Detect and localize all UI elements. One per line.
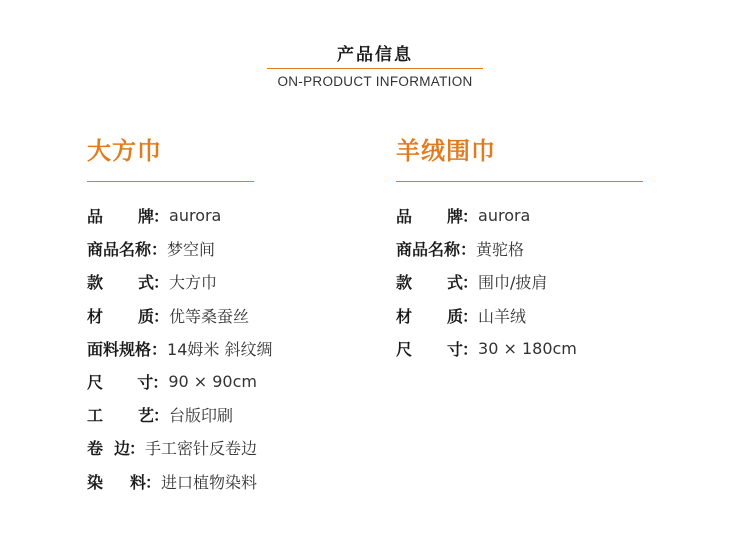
spec-colon: ： [462, 273, 479, 293]
spec-row [396, 299, 646, 332]
spec-label-char: 尺 [396, 339, 413, 359]
spec-colon: ： [460, 240, 477, 260]
spec-label-char: 边 [113, 439, 130, 459]
spec-value: 手工密针反卷边 [144, 439, 257, 459]
spec-value: 梦空间 [167, 240, 216, 260]
spec-value: 90 × 90cm [168, 372, 257, 392]
spec-row [87, 265, 257, 298]
spec-row [396, 265, 646, 298]
spec-label-char: 寸 [446, 339, 463, 359]
spec-colon: ： [462, 306, 479, 326]
spec-label [87, 270, 154, 293]
section-subtitle: ON-PRODUCT INFORMATION [277, 74, 473, 89]
product-info-left [87, 134, 273, 498]
spec-label: 商品名称 [396, 240, 461, 260]
section-title: 产品信息 [337, 45, 413, 65]
spec-colon: ： [462, 207, 479, 227]
spec-value: 黄驼格 [476, 240, 525, 260]
spec-label [87, 470, 146, 493]
product-title-divider [396, 181, 643, 182]
spec-colon: ： [151, 339, 168, 359]
spec-label-char: 尺 [87, 373, 104, 393]
spec-colon: ： [153, 306, 170, 326]
spec-label [87, 370, 153, 393]
spec-row [396, 199, 646, 232]
product-title-divider [87, 181, 254, 182]
spec-row [87, 199, 257, 232]
spec-colon: ： [153, 207, 170, 227]
spec-row [87, 299, 257, 332]
spec-row [87, 365, 257, 398]
spec-row [396, 232, 646, 265]
spec-label-char: 材 [396, 306, 413, 326]
spec-label-char: 质 [446, 306, 463, 326]
product-title: 羊绒围巾 [396, 137, 496, 165]
spec-label-char: 材 [87, 306, 104, 326]
spec-value: 大方巾 [169, 273, 218, 293]
spec-label-char: 式 [446, 273, 463, 293]
spec-label [396, 304, 463, 327]
product-title: 大方巾 [87, 137, 162, 165]
spec-label-char: 寸 [137, 373, 154, 393]
spec-label-char: 品 [396, 207, 413, 227]
section-header [0, 40, 750, 89]
spec-colon: ： [462, 339, 479, 359]
spec-label-char: 品 [87, 207, 104, 227]
spec-colon: ： [144, 472, 161, 492]
spec-row [87, 332, 273, 365]
spec-label [396, 270, 463, 293]
title-divider [267, 68, 483, 69]
spec-row [87, 431, 257, 464]
spec-value: 山羊绒 [478, 306, 527, 326]
spec-value: aurora [478, 206, 531, 226]
spec-label-char: 工 [87, 406, 104, 426]
spec-row [87, 465, 257, 498]
spec-value: 台版印刷 [169, 406, 234, 426]
spec-label [87, 403, 154, 426]
spec-value: 优等桑蚕丝 [169, 306, 250, 326]
spec-row [87, 232, 257, 265]
spec-list [87, 199, 273, 498]
spec-label-char: 款 [87, 273, 104, 293]
spec-value: aurora [169, 206, 222, 226]
spec-row [87, 398, 257, 431]
spec-label-char: 式 [137, 273, 154, 293]
spec-label: 商品名称 [87, 240, 152, 260]
spec-label-char: 卷 [87, 439, 104, 459]
spec-value: 30 × 180cm [478, 338, 577, 358]
spec-label-char: 质 [137, 306, 154, 326]
spec-colon: ： [153, 406, 170, 426]
spec-row [396, 332, 646, 365]
spec-label [87, 304, 154, 327]
spec-label [87, 436, 130, 459]
spec-colon: ： [152, 373, 169, 393]
spec-label [396, 337, 463, 360]
spec-value: 14姆米 斜纹绸 [167, 339, 273, 359]
spec-list [396, 199, 646, 365]
spec-label: 面料规格 [87, 339, 152, 359]
spec-label-char: 料 [129, 472, 146, 492]
spec-label [396, 204, 463, 227]
spec-value: 围巾/披肩 [478, 273, 548, 293]
spec-value: 进口植物染料 [160, 472, 257, 492]
spec-colon: ： [151, 240, 168, 260]
spec-label-char: 艺 [137, 406, 154, 426]
spec-label-char: 牌 [137, 207, 154, 227]
spec-label-char: 染 [87, 472, 104, 492]
spec-label-char: 牌 [446, 207, 463, 227]
spec-label-char: 款 [396, 273, 413, 293]
spec-colon: ： [153, 273, 170, 293]
product-info-right [396, 134, 646, 365]
spec-label [87, 204, 154, 227]
spec-colon: ： [128, 439, 145, 459]
